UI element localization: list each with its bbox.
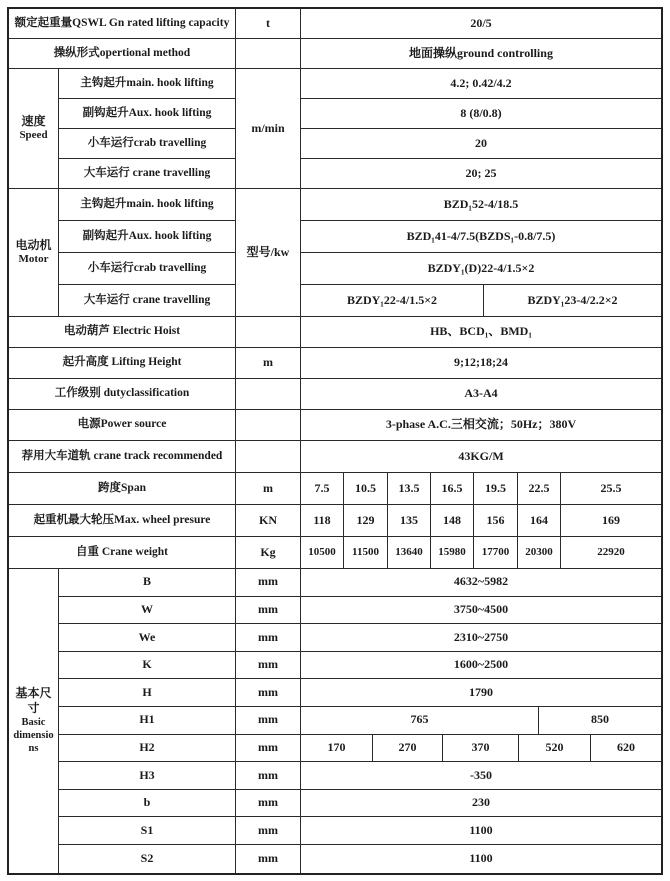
value-cell: 1600~2500 [453, 657, 509, 672]
row-label: S2 [59, 845, 236, 873]
speed-values [301, 69, 661, 188]
row-electric-hoist [9, 317, 661, 348]
value-cell: BZDY₁23-4/2.2×2 [527, 293, 618, 308]
value-cell: 22.5 [518, 473, 561, 504]
value-cell: 230 [472, 795, 490, 810]
row-label: H2 [59, 735, 236, 762]
value-cell: 43KG/M [458, 448, 504, 463]
dim-row-H1 [59, 707, 661, 735]
value-cell: 25.5 [600, 480, 622, 495]
row-label: K [59, 652, 236, 679]
row-label: 操纵形式opertional method [9, 39, 236, 68]
value-cell: 10.5 [344, 473, 388, 504]
value-cell: 3-phase A.C.三相交流；50Hz；380V [385, 417, 577, 432]
unit-cell: mm [236, 597, 301, 624]
value-cell: 164 [518, 505, 561, 536]
row-label: 荐用大车道轨 crane track recommended [9, 441, 236, 472]
value-cell: 1790 [469, 684, 493, 699]
unit-cell: mm [236, 790, 301, 817]
row-label: H3 [59, 762, 236, 789]
group-label-en: Motor [18, 253, 49, 266]
motor-crane-travel-values [301, 285, 661, 317]
dim-row-We [59, 624, 661, 652]
dim-row-H3 [59, 762, 661, 790]
value-cell: A3-A4 [464, 386, 498, 401]
row-label: We [59, 624, 236, 651]
value-cell: 9;12;18;24 [454, 355, 508, 370]
value-cell: -350 [470, 767, 492, 782]
row-label: 工作级别 dutyclassification [9, 379, 236, 409]
value-cell: BZD₁52-4/18.5 [301, 189, 661, 221]
group-label-en: Speed [19, 129, 48, 142]
value-cell: 4632~5982 [453, 574, 509, 589]
row-label: B [59, 569, 236, 596]
dim-row-S2 [59, 845, 661, 873]
value-cell: 118 [301, 505, 344, 536]
dim-row-b [59, 790, 661, 818]
value-cell: 11500 [344, 537, 388, 568]
value-cell: 270 [373, 735, 443, 762]
row-label: 起升高度 Lifting Height [9, 348, 236, 378]
value-cell: 20/5 [470, 15, 492, 30]
speed-labels [59, 69, 236, 188]
row-max-wheel-pressure [9, 505, 661, 537]
unit-cell: t [236, 9, 301, 38]
value-cell: 15980 [431, 537, 474, 568]
row-label: 大车运行 crane travelling [83, 167, 211, 180]
value-cell: 156 [474, 505, 518, 536]
value-cell: HB、BCD₁、BMD₁ [430, 324, 532, 339]
dim-row-B [59, 569, 661, 597]
unit-cell: m [236, 348, 301, 378]
value-cell: 13640 [388, 537, 431, 568]
group-label-zh: 速度 [21, 114, 46, 129]
row-label: 跨度Span [9, 473, 236, 504]
dim-row-H [59, 679, 661, 707]
value-cell: BZD₁41-4/7.5(BZDS₁-0.8/7.5) [301, 221, 661, 253]
dim-row-W [59, 597, 661, 625]
value-cell: 3750~4500 [453, 601, 509, 616]
row-label: 主钩起升main. hook lifting [59, 189, 235, 221]
motor-labels [59, 189, 236, 316]
value-cell: 765 [301, 707, 539, 734]
unit-cell [236, 317, 301, 347]
row-label: 起重机最大轮压Max. wheel presure [9, 505, 236, 536]
unit-cell: 型号/kw [236, 189, 301, 316]
value-cell: 8 (8/0.8) [301, 99, 661, 129]
value-cell: 129 [344, 505, 388, 536]
group-label-zh: 基本尺寸 [15, 686, 52, 716]
row-label: W [59, 597, 236, 624]
dim-row-S1 [59, 817, 661, 845]
row-power-source [9, 410, 661, 441]
unit-cell: mm [236, 652, 301, 679]
group-label-motor [9, 189, 59, 316]
section-motor [9, 189, 661, 317]
unit-cell [236, 410, 301, 440]
value-cell: 地面操纵ground controlling [409, 45, 553, 60]
value-cell: 2310~2750 [453, 629, 509, 644]
unit-cell: KN [236, 505, 301, 536]
row-rated-capacity [9, 9, 661, 39]
group-label-basic-dimensions [9, 569, 59, 873]
row-label: 电源Power source [9, 410, 236, 440]
row-label: 额定起重量QSWL Gn rated lifting capacity [9, 9, 236, 38]
value-cell: 19.5 [474, 473, 518, 504]
row-label: b [59, 790, 236, 817]
value-cell: 148 [431, 505, 474, 536]
value-cell: 170 [301, 735, 373, 762]
section-speed [9, 69, 661, 189]
row-label: 主钩起升main. hook lifting [59, 69, 235, 99]
value-cell: 22920 [597, 546, 625, 559]
value-cell: 17700 [474, 537, 518, 568]
value-cell: 520 [519, 735, 591, 762]
unit-cell [236, 441, 301, 472]
group-label-zh: 电动机 [15, 238, 52, 253]
unit-cell [236, 379, 301, 409]
dims-rows [59, 569, 661, 873]
value-cell: 7.5 [301, 473, 344, 504]
row-label: 小车运行crab travelling [59, 253, 235, 285]
value-cell: 20 [301, 129, 661, 159]
unit-cell: mm [236, 569, 301, 596]
row-label: 副钩起升Aux. hook lifting [59, 221, 235, 253]
dim-row-H2 [59, 735, 661, 763]
value-cell: 850 [591, 712, 609, 727]
row-label: 电动葫芦 Electric Hoist [9, 317, 236, 347]
unit-cell: mm [236, 762, 301, 789]
unit-cell: mm [236, 817, 301, 844]
value-cell: 620 [617, 739, 635, 754]
group-label-en: Basic dimensions [13, 717, 54, 755]
row-label: 副钩起升Aux. hook lifting [59, 99, 235, 129]
value-cell: 135 [388, 505, 431, 536]
row-duty-classification [9, 379, 661, 410]
crane-spec-table [7, 7, 663, 875]
unit-cell: mm [236, 624, 301, 651]
unit-cell: mm [236, 735, 301, 762]
value-cell: 4.2; 0.42/4.2 [301, 69, 661, 99]
row-label: H [59, 679, 236, 706]
row-span [9, 473, 661, 505]
row-label: S1 [59, 817, 236, 844]
value-cell: BZDY₁(D)22-4/1.5×2 [301, 253, 661, 285]
unit-cell: m [236, 473, 301, 504]
value-cell: 370 [443, 735, 519, 762]
unit-cell: mm [236, 679, 301, 706]
dim-row-K [59, 652, 661, 680]
value-cell: 20300 [518, 537, 561, 568]
row-label: H1 [59, 707, 236, 734]
unit-cell [236, 39, 301, 68]
group-label-speed [9, 69, 59, 188]
unit-cell: m/min [236, 69, 301, 188]
value-cell: 16.5 [431, 473, 474, 504]
row-label: 小车运行crab travelling [59, 129, 235, 159]
row-lifting-height [9, 348, 661, 379]
unit-cell: Kg [236, 537, 301, 568]
value-cell: 169 [602, 512, 620, 527]
row-operational-method [9, 39, 661, 69]
row-crane-weight [9, 537, 661, 569]
row-label: 自重 Crane weight [9, 537, 236, 568]
value-cell: 13.5 [388, 473, 431, 504]
motor-values [301, 189, 661, 316]
unit-cell: mm [236, 845, 301, 873]
unit-cell: mm [236, 707, 301, 734]
value-cell: 10500 [301, 537, 344, 568]
row-crane-track [9, 441, 661, 473]
row-label: 大车运行 crane travelling [83, 294, 211, 307]
section-basic-dimensions [9, 569, 661, 873]
value-cell: 20; 25 [465, 166, 497, 181]
value-cell: BZDY₁22-4/1.5×2 [301, 285, 484, 317]
value-cell: 1100 [469, 822, 493, 837]
value-cell: 1100 [469, 850, 493, 865]
